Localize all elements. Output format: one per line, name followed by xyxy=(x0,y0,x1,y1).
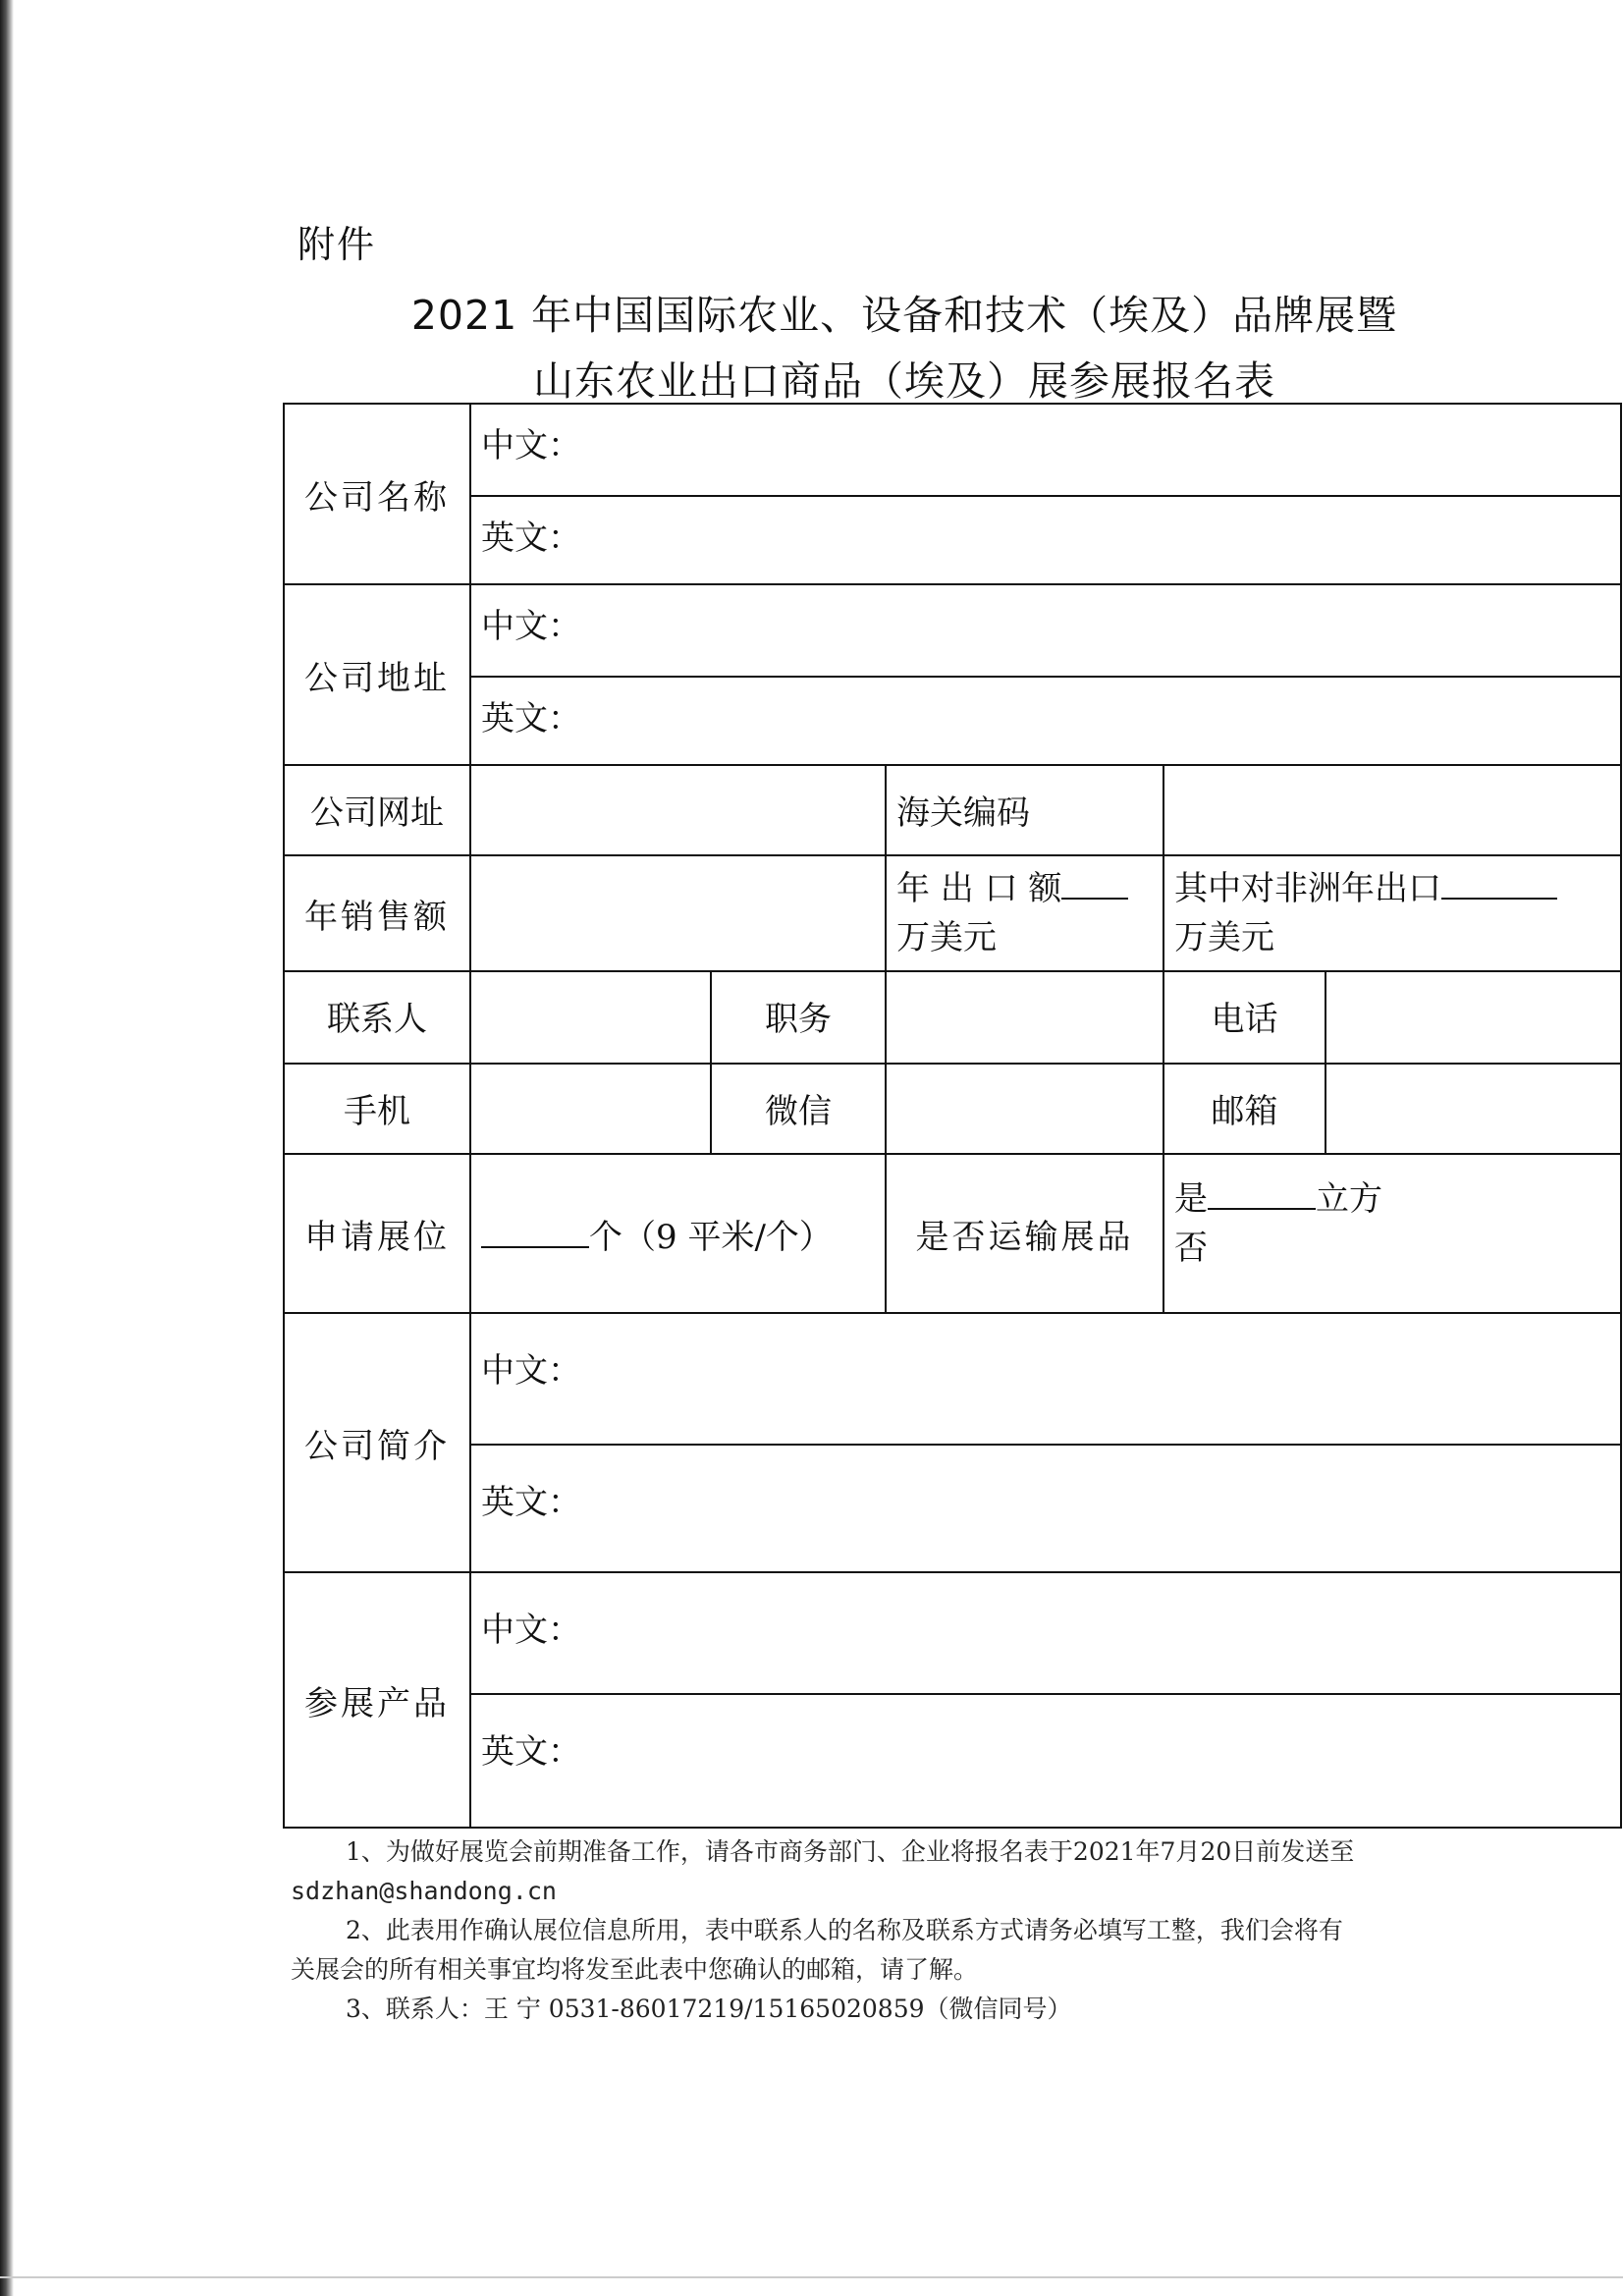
shipping-field[interactable] xyxy=(1163,1154,1621,1313)
shipping-no[interactable]: 否 xyxy=(1174,1229,1208,1268)
website-field[interactable] xyxy=(470,765,886,855)
annual-sales-row xyxy=(284,855,1621,971)
products-row-en xyxy=(284,1694,1621,1828)
company-intro-en-field[interactable]: 英文： xyxy=(470,1445,1621,1572)
scan-bottom-edge xyxy=(0,2276,1623,2278)
wechat-field[interactable] xyxy=(886,1064,1163,1154)
products-row-cn xyxy=(284,1572,1621,1694)
products-label: 参展产品 xyxy=(284,1572,470,1828)
customs-code-field[interactable] xyxy=(1163,765,1621,855)
annual-export-prefix: 年 出 口 额 xyxy=(896,869,1062,908)
form-notes xyxy=(291,1832,1518,2029)
annual-export-blank[interactable] xyxy=(1061,868,1128,900)
form-title-line1: 2021 年中国国际农业、设备和技术（埃及）品牌展暨 xyxy=(410,292,1398,339)
booth-field[interactable] xyxy=(470,1154,886,1313)
booth-row xyxy=(284,1154,1621,1313)
attachment-label: 附件 xyxy=(298,223,377,266)
company-address-label: 公司地址 xyxy=(284,584,470,765)
booth-unit: 个（9 平米/个） xyxy=(589,1217,833,1257)
note-2b: 关展会的所有相关事宜均将发至此表中您确认的邮箱，请了解。 xyxy=(291,1955,979,1984)
africa-export-unit: 万美元 xyxy=(1174,918,1274,957)
note-1: 1、为做好展览会前期准备工作，请各市商务部门、企业将报名表于2021年7月20日前发送至 xyxy=(346,1837,1355,1866)
website-label: 公司网址 xyxy=(284,765,470,855)
wechat-label: 微信 xyxy=(711,1064,886,1154)
customs-code-label: 海关编码 xyxy=(886,765,1163,855)
phone-field[interactable] xyxy=(1325,971,1621,1064)
position-label: 职务 xyxy=(711,971,886,1064)
annual-sales-label: 年销售额 xyxy=(284,855,470,971)
registration-form-table xyxy=(283,403,1622,1829)
email-field[interactable] xyxy=(1325,1064,1621,1154)
email-label: 邮箱 xyxy=(1163,1064,1325,1154)
annual-export-unit: 万美元 xyxy=(896,918,997,957)
company-address-en-field[interactable]: 英文： xyxy=(470,677,1621,765)
scan-edge-shadow xyxy=(0,0,14,2296)
website-row xyxy=(284,765,1621,855)
note-1-email[interactable]: sdzhan@shandong.cn xyxy=(291,1877,557,1905)
contact-field[interactable] xyxy=(470,971,711,1064)
company-intro-label: 公司简介 xyxy=(284,1313,470,1572)
africa-export-blank[interactable] xyxy=(1441,868,1557,900)
company-name-cn-field[interactable]: 中文： xyxy=(470,404,1621,496)
shipping-label: 是否运输展品 xyxy=(886,1154,1163,1313)
africa-export-cell[interactable] xyxy=(1163,855,1621,971)
company-address-row-en xyxy=(284,677,1621,765)
company-name-label: 公司名称 xyxy=(284,404,470,584)
shipping-yes[interactable]: 是 xyxy=(1174,1179,1208,1219)
company-intro-row-cn xyxy=(284,1313,1621,1445)
phone-label: 电话 xyxy=(1163,971,1325,1064)
company-name-en-field[interactable]: 英文： xyxy=(470,496,1621,584)
company-name-row-en xyxy=(284,496,1621,584)
company-address-row-cn xyxy=(284,584,1621,677)
shipping-unit: 立方 xyxy=(1316,1179,1382,1219)
booth-count-blank[interactable] xyxy=(481,1217,589,1248)
form-title-line2: 山东农业出口商品（埃及）展参展报名表 xyxy=(533,357,1275,405)
company-intro-row-en xyxy=(284,1445,1621,1572)
note-2a: 2、此表用作确认展位信息所用，表中联系人的名称及联系方式请务必填写工整，我们会将有 xyxy=(346,1916,1343,1944)
shipping-volume-blank[interactable] xyxy=(1208,1178,1316,1210)
mobile-label: 手机 xyxy=(284,1064,470,1154)
mobile-row xyxy=(284,1064,1621,1154)
company-address-cn-field[interactable]: 中文： xyxy=(470,584,1621,677)
products-cn-field[interactable]: 中文： xyxy=(470,1572,1621,1694)
company-name-row-cn xyxy=(284,404,1621,496)
mobile-field[interactable] xyxy=(470,1064,711,1154)
company-intro-cn-field[interactable]: 中文： xyxy=(470,1313,1621,1445)
contact-label: 联系人 xyxy=(284,971,470,1064)
contact-row xyxy=(284,971,1621,1064)
annual-export-cell[interactable] xyxy=(886,855,1163,971)
note-3: 3、联系人：王 宁 0531-86017219/15165020859（微信同号） xyxy=(346,1995,1072,2023)
products-en-field[interactable]: 英文： xyxy=(470,1694,1621,1828)
booth-label: 申请展位 xyxy=(284,1154,470,1313)
africa-export-prefix: 其中对非洲年出口 xyxy=(1174,869,1441,908)
position-field[interactable] xyxy=(886,971,1163,1064)
annual-sales-field[interactable] xyxy=(470,855,886,971)
